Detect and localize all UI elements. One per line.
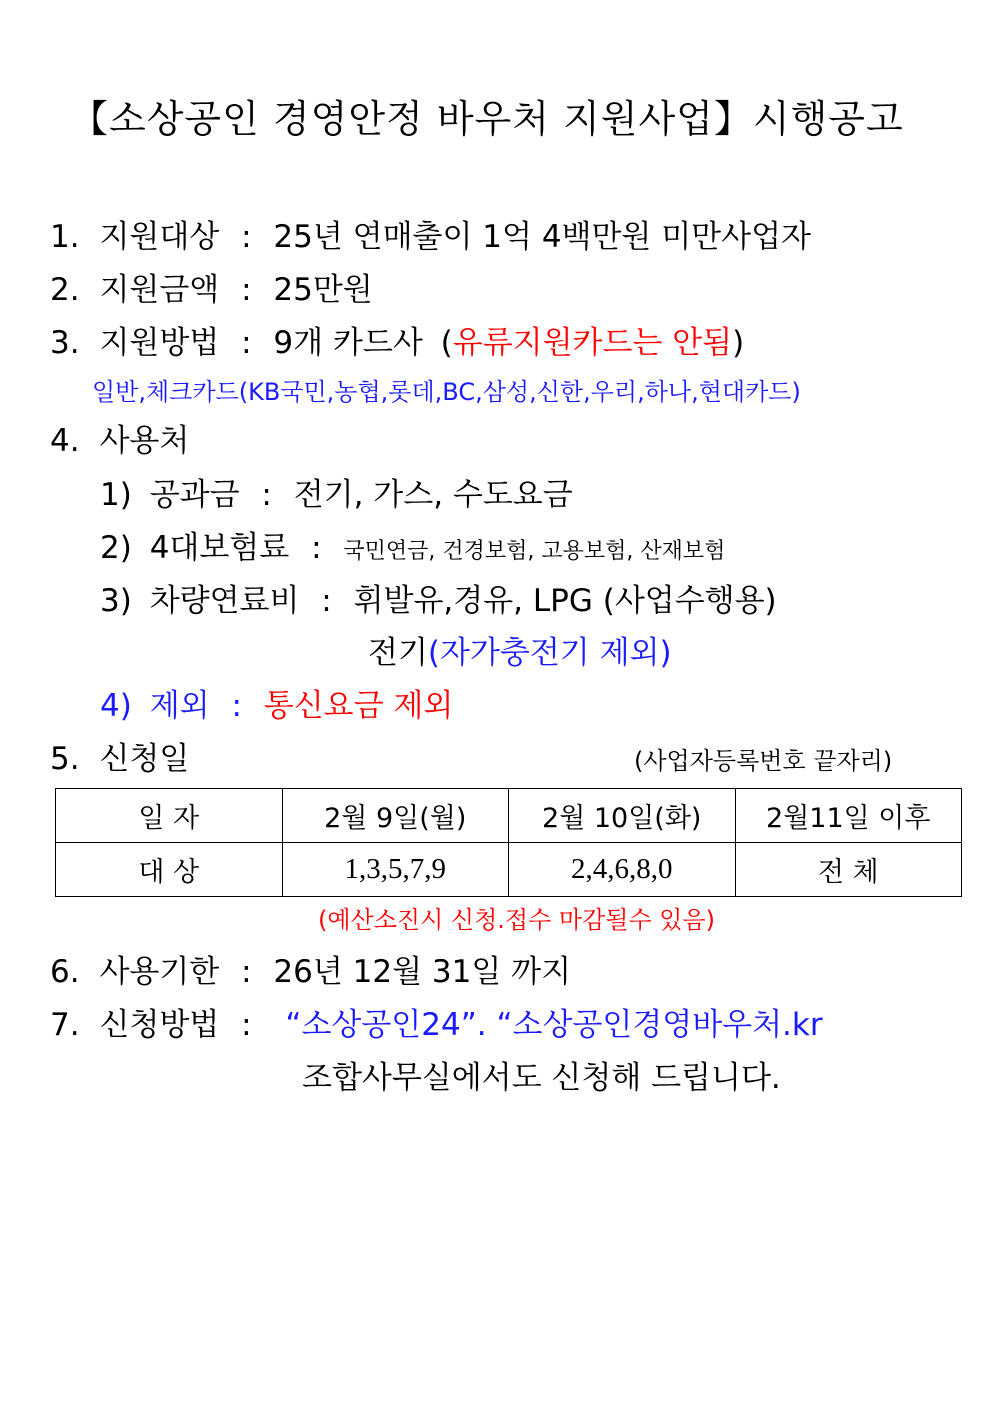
usage-label: 제외 bbox=[149, 688, 210, 724]
usage-separator: : bbox=[311, 530, 322, 566]
usage-label: 차량연료비 bbox=[149, 583, 300, 619]
item-value: 25만원 bbox=[273, 272, 373, 308]
item-target bbox=[50, 219, 811, 255]
usage-separator: : bbox=[321, 583, 332, 619]
item-label: 신청방법 bbox=[99, 1007, 220, 1043]
usage-label: 4대보험료 bbox=[149, 530, 290, 566]
table-cell: 대 상 bbox=[56, 843, 283, 897]
item-separator: : bbox=[241, 954, 252, 990]
eligible-cards: 일반,체크카드(KB국민,농협,롯데,BC,삼성,신한,우리,하나,현대카드) bbox=[92, 378, 801, 406]
table-cell: 2,4,6,8,0 bbox=[509, 843, 736, 897]
item-usage-period bbox=[50, 954, 572, 990]
usage-excluded bbox=[100, 688, 454, 724]
table-cell: 2월 10일(화) bbox=[509, 789, 736, 843]
item-number: 1. bbox=[50, 219, 80, 255]
item-number: 7. bbox=[50, 1007, 80, 1043]
item-how-to-apply bbox=[50, 1007, 823, 1043]
usage-number: 2) bbox=[100, 530, 132, 566]
application-sites: “소상공인24”. “소상공인경영바우처.kr bbox=[285, 1007, 823, 1043]
item-value: 9개 카드사 bbox=[273, 325, 423, 361]
usage-number: 3) bbox=[100, 583, 132, 619]
electric-exclusion-note: (자가충전기 제외) bbox=[427, 635, 672, 671]
item-label: 지원방법 bbox=[99, 325, 220, 361]
item-separator: : bbox=[241, 272, 252, 308]
usage-fuel bbox=[100, 583, 777, 619]
usage-fuel-electric bbox=[368, 635, 672, 671]
table-row bbox=[56, 843, 962, 897]
table-cell: 2월11일 이후 bbox=[735, 789, 962, 843]
table-cell: 1,3,5,7,9 bbox=[282, 843, 509, 897]
usage-insurance bbox=[100, 530, 726, 566]
schedule-deadline-note: (예산소진시 신청.접수 마감될수 있음) bbox=[318, 906, 716, 934]
item-number: 2. bbox=[50, 272, 80, 308]
item-label: 사용기한 bbox=[99, 954, 220, 990]
usage-value: 전기, 가스, 수도요금 bbox=[293, 477, 573, 513]
item-amount bbox=[50, 272, 373, 308]
paren-close: ) bbox=[732, 325, 745, 361]
usage-separator: : bbox=[261, 477, 272, 513]
schedule-table bbox=[55, 788, 962, 897]
item-label: 지원금액 bbox=[99, 272, 220, 308]
item-number: 6. bbox=[50, 954, 80, 990]
usage-value: 휘발유,경유, LPG (사업수행용) bbox=[353, 583, 777, 619]
usage-separator: : bbox=[231, 688, 242, 724]
usage-label: 공과금 bbox=[149, 477, 240, 513]
item-application-date bbox=[50, 741, 190, 777]
usage-utilities bbox=[100, 477, 573, 513]
item-separator: : bbox=[241, 325, 252, 361]
table-header-row bbox=[56, 789, 962, 843]
item-value: 26년 12월 31일 까지 bbox=[273, 954, 572, 990]
item-number: 3. bbox=[50, 325, 80, 361]
table-cell: 2월 9일(월) bbox=[282, 789, 509, 843]
usage-number: 1) bbox=[100, 477, 132, 513]
page-title: 【소상공인 경영안정 바우처 지원사업】시행공고 bbox=[70, 97, 904, 141]
item-label: 지원대상 bbox=[99, 219, 220, 255]
usage-value: 통신요금 제외 bbox=[263, 688, 454, 724]
item-separator: : bbox=[241, 219, 252, 255]
item-number: 5. bbox=[50, 741, 80, 777]
usage-number: 4) bbox=[100, 688, 132, 724]
electric-label: 전기 bbox=[368, 635, 428, 671]
item-value: 25년 연매출이 1억 4백만원 미만사업자 bbox=[273, 219, 811, 255]
item-number: 4. bbox=[50, 423, 80, 459]
item-usage bbox=[50, 423, 190, 459]
item-separator: : bbox=[241, 1007, 252, 1043]
item-method bbox=[50, 325, 745, 361]
card-exclusion-note: 유류지원카드는 안됨 bbox=[452, 325, 733, 361]
usage-value: 국민연금, 건경보험, 고용보험, 산재보험 bbox=[343, 539, 726, 564]
table-cell: 전 체 bbox=[735, 843, 962, 897]
union-office-note: 조합사무실에서도 신청해 드립니다. bbox=[302, 1060, 781, 1096]
schedule-basis-note: (사업자등록번호 끝자리) bbox=[634, 747, 893, 775]
table-cell: 일 자 bbox=[56, 789, 283, 843]
paren-open: ( bbox=[440, 325, 453, 361]
item-label: 사용처 bbox=[99, 423, 190, 459]
item-label: 신청일 bbox=[99, 741, 190, 777]
